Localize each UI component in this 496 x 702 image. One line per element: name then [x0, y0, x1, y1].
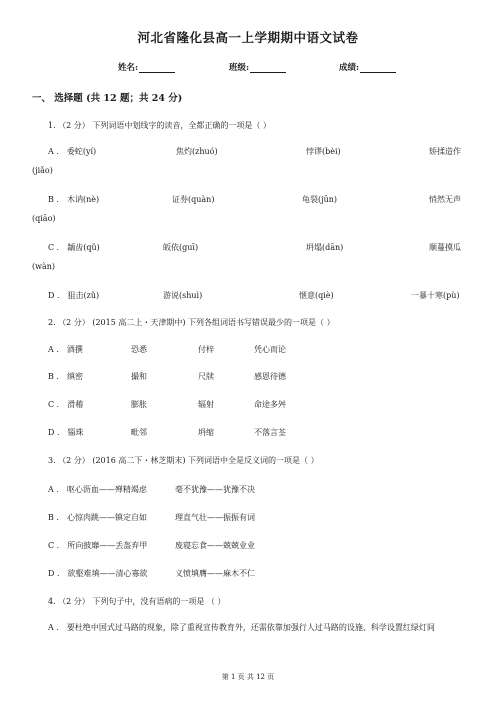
q2-option-c-3: 辐射 — [198, 400, 214, 409]
q2-option-b-2: 撮和 — [131, 372, 147, 381]
q1-option-d-1: D ． 狙击(zǔ) — [48, 291, 100, 300]
q2-option-b-4: 感恩待德 — [254, 372, 286, 381]
q1-option-c-4: 顺蔓摸瓜 — [429, 243, 461, 252]
question-2-stem: 2. （2 分） (2015 高二上・天津期中) 下列各组词语书写错误最少的一项是（ ） — [48, 318, 335, 327]
q1-option-b-3: 龟裂(jūn) — [302, 195, 338, 204]
q2-option-a-4: 凭心而论 — [254, 345, 286, 354]
q2-option-d-1: D ． 锱珠 — [48, 428, 84, 437]
q2-option-d-3: 坍缩 — [198, 428, 214, 437]
q3-option-c-2: 废寝忘食——兢兢业业 — [175, 541, 255, 550]
q1-option-b-1: B ． 木讷(nè) — [48, 195, 100, 204]
q2-option-b-1: B ． 缜密 — [48, 372, 83, 381]
section-heading: 一、 选择题 (共 12 题；共 24 分) — [32, 93, 183, 104]
score-label: 成绩: — [339, 63, 360, 73]
class-field — [229, 61, 286, 73]
q1-option-d-2: 游说(shuì) — [163, 291, 203, 300]
q3-option-a-1: A ． 呕心沥血——殚精竭虑 — [48, 485, 147, 494]
q2-option-d-2: 毗邻 — [131, 428, 147, 437]
q1-option-c-2: 皈依(guī) — [163, 243, 199, 252]
q1-option-d-3: 惬意(qiè) — [299, 291, 334, 300]
q3-option-a-2: 毫不犹豫——犹豫不决 — [175, 485, 255, 494]
q1-option-d-4: 一暴十寒(pù) — [411, 291, 460, 300]
score-field — [339, 61, 396, 73]
question-3-stem: 3. （2 分） (2016 高二下・林芝期末) 下列词语中全是反义词的一项是（ ） — [48, 456, 319, 465]
q1-option-a-2: 焦灼(zhuó) — [176, 147, 218, 156]
class-label: 班级: — [229, 63, 250, 73]
q1-option-a-wrap: (jiǎo) — [32, 166, 53, 175]
score-blank — [360, 64, 396, 73]
q1-option-a-3: 悖谬(bèi) — [306, 147, 341, 156]
q2-option-b-3: 尺牍 — [198, 372, 214, 381]
q3-option-b-2: 理直气壮——振振有词 — [175, 513, 255, 522]
q1-option-c-1: C ． 龋齿(qǔ) — [48, 243, 100, 252]
q2-option-a-1: A ． 酒撰 — [48, 345, 83, 354]
name-label: 姓名: — [118, 63, 139, 73]
q3-option-d-2: 义愤填膺——麻木不仁 — [175, 569, 255, 578]
q2-option-c-2: 膨胀 — [131, 400, 147, 409]
name-field — [118, 61, 175, 73]
q1-option-a-1: A ． 委蛇(yí) — [48, 147, 97, 156]
q2-option-c-4: 命途多舛 — [254, 400, 286, 409]
name-blank — [139, 64, 175, 73]
q3-option-d-1: D ． 欲壑难填——清心寡欲 — [48, 569, 148, 578]
class-blank — [250, 64, 286, 73]
question-1-stem: 1. （2 分） 下列词语中划线字的读音，全都正确的一项是（ ） — [48, 121, 271, 130]
q1-option-c-3: 坍塌(dān) — [306, 243, 344, 252]
q3-option-c-1: C ． 所向披靡——丢盔弃甲 — [48, 541, 148, 550]
q1-option-c-wrap: (wàn) — [32, 262, 56, 271]
q4-option-a: A ． 要杜绝中国式过马路的现象，除了重视宣传教育外，还需依靠加强行人过马路的设施、科学设置红绿灯间 — [48, 623, 435, 632]
document-title: 河北省隆化县高一上学期期中语文试卷 — [137, 30, 359, 45]
q1-option-b-wrap: (qiāo) — [32, 214, 56, 223]
q2-option-d-4: 不落言荃 — [254, 428, 286, 437]
q3-option-b-1: B ． 心惊肉跳——镇定自如 — [48, 513, 147, 522]
q2-option-a-3: 付梓 — [198, 345, 214, 354]
page-footer: 第 1 页 共 12 页 — [221, 673, 275, 681]
q1-option-b-4: 悄然无声 — [429, 195, 461, 204]
q1-option-a-4: 矫揉造作 — [429, 147, 461, 156]
question-4-stem: 4. （2 分） 下列句子中，没有语病的一项是 （ ） — [48, 597, 226, 606]
q2-option-a-2: 恐悉 — [131, 345, 147, 354]
q1-option-b-2: 证券(quàn) — [172, 195, 215, 204]
q2-option-c-1: C ． 滑稽 — [48, 400, 84, 409]
